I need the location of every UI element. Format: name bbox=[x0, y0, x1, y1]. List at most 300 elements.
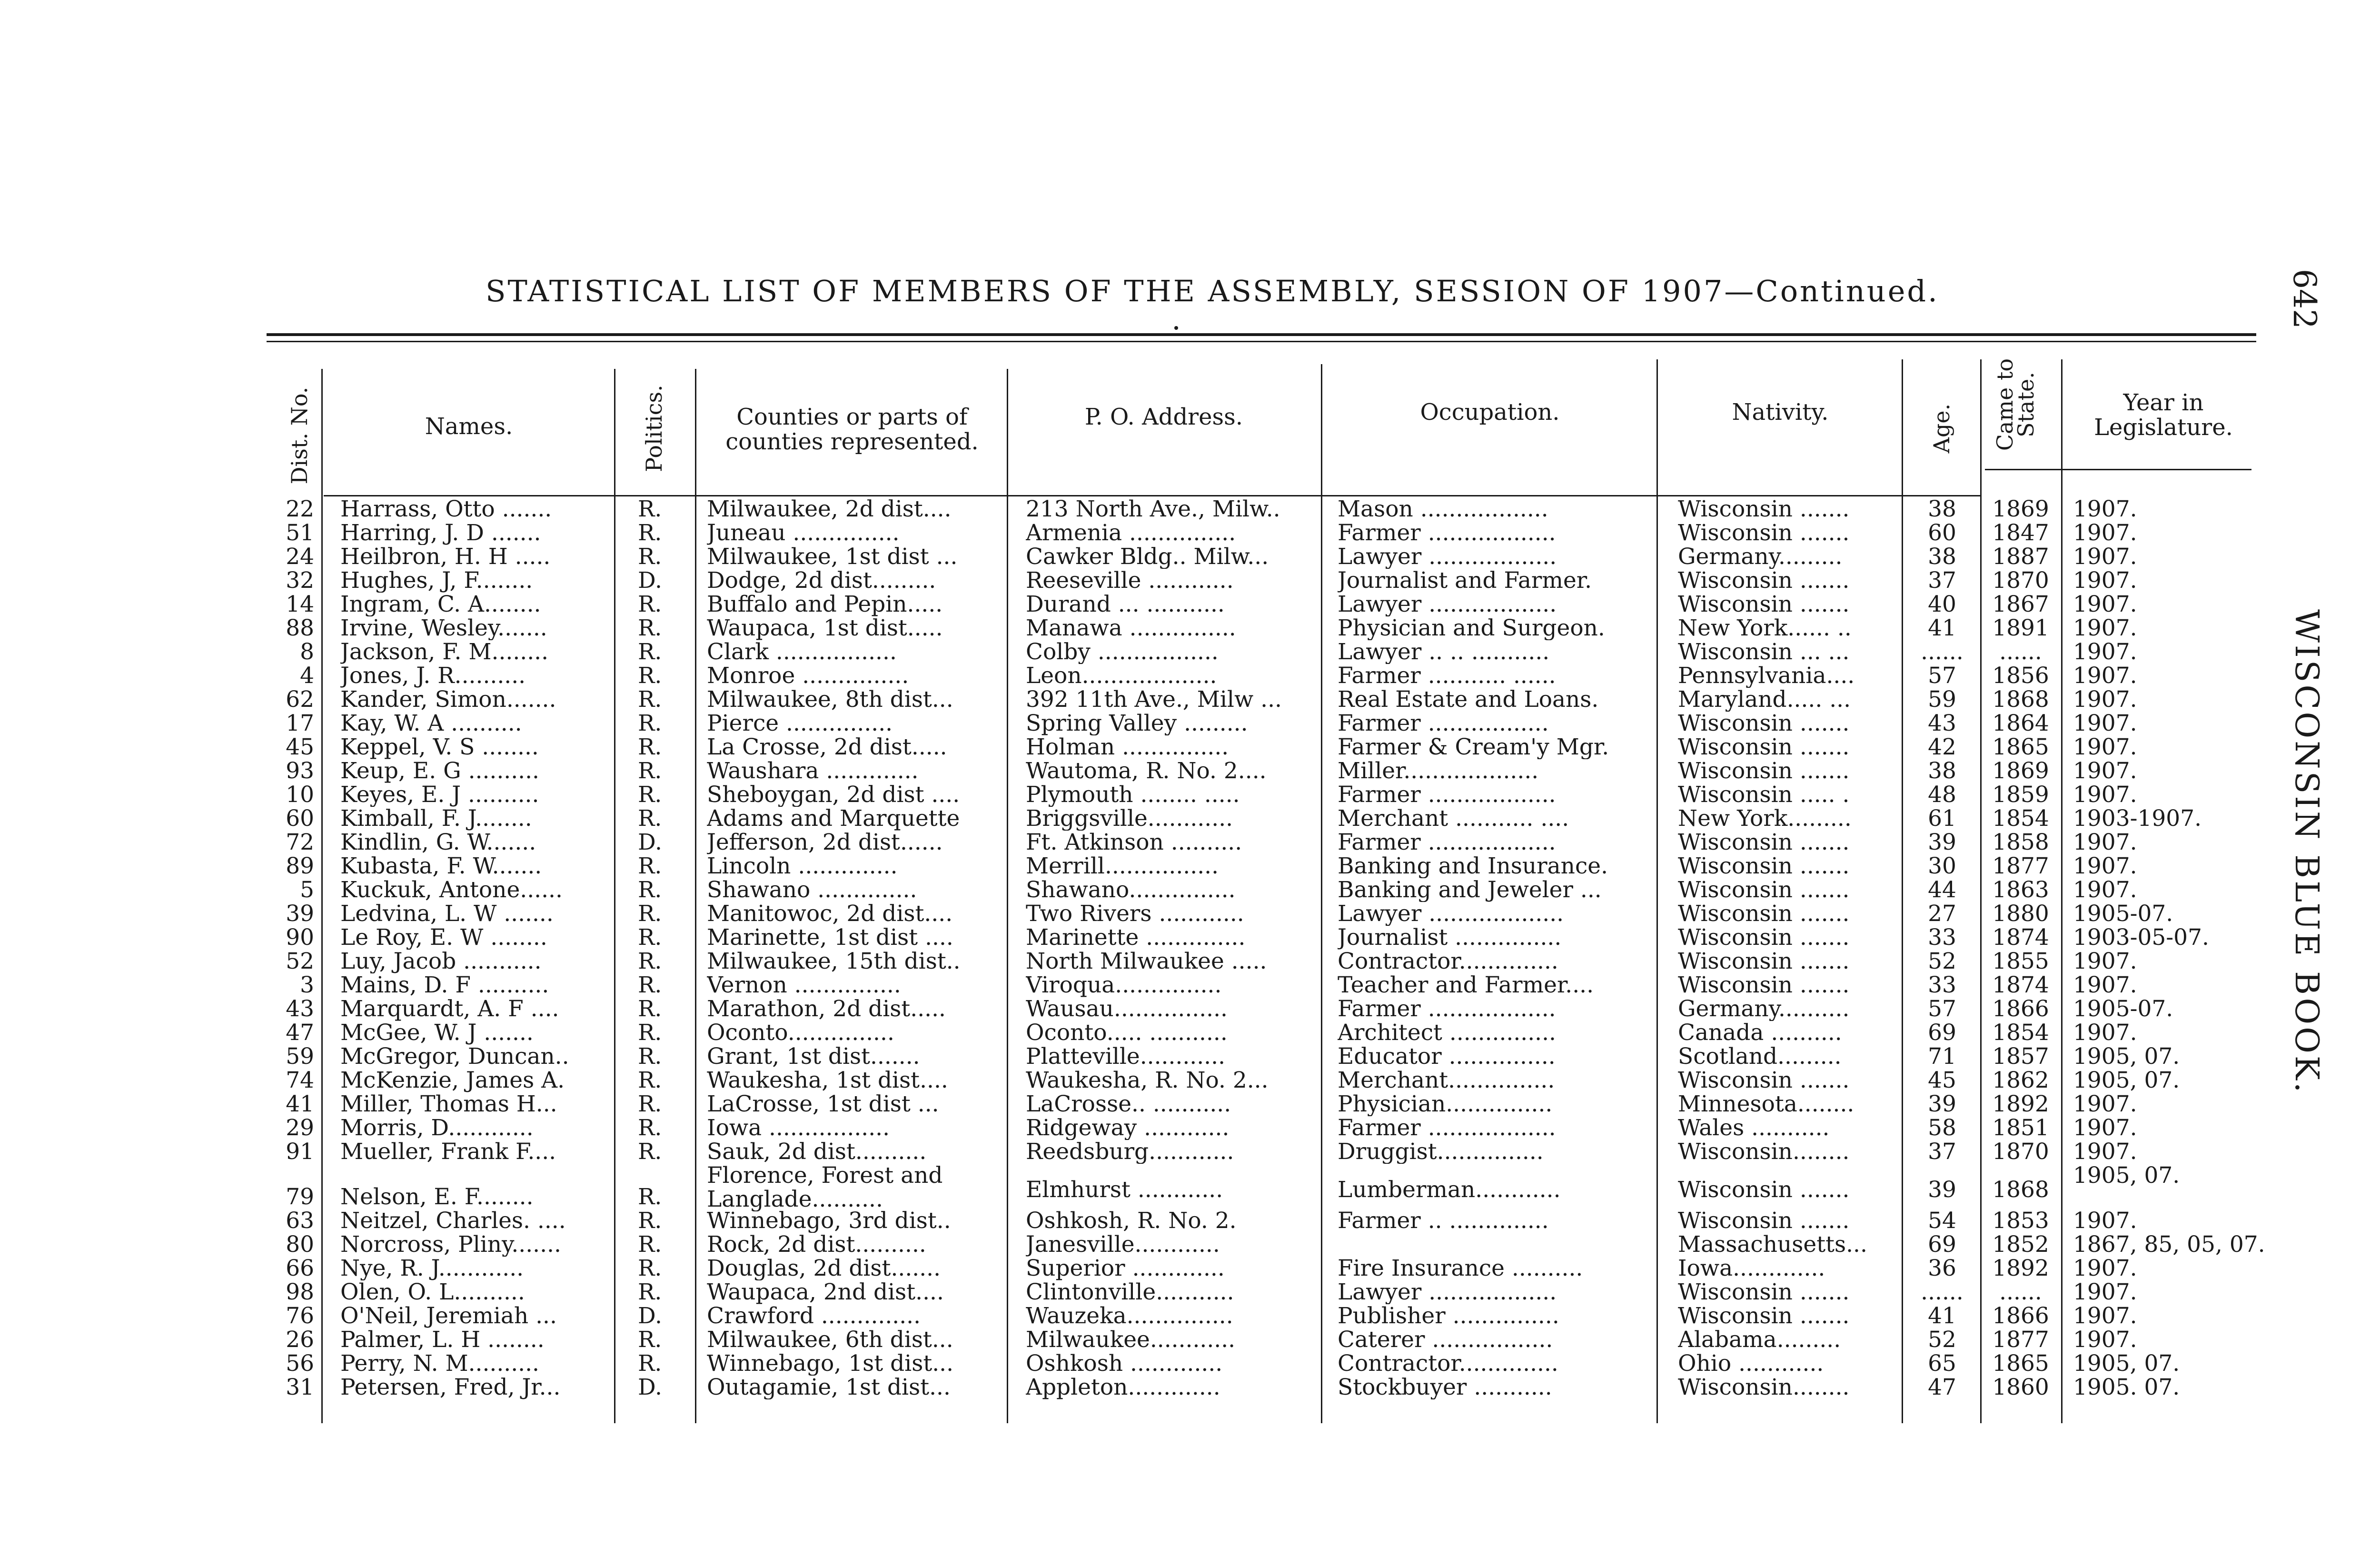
cell-politics: R. bbox=[638, 902, 662, 926]
cell-year-in-legislature: 1907. bbox=[2073, 831, 2137, 854]
cell-occupation: Publisher ............... bbox=[1338, 1304, 1559, 1328]
cell-occupation: Lawyer ................... bbox=[1338, 902, 1564, 926]
table-row bbox=[0, 1021, 2380, 1045]
cell-name: Hughes, J, F........ bbox=[340, 569, 533, 593]
cell-name: McKenzie, James A. bbox=[340, 1069, 565, 1092]
cell-age: 59 bbox=[1928, 688, 1956, 712]
cell-po-address: Briggsville............ bbox=[1026, 807, 1233, 831]
cell-occupation: Contractor.............. bbox=[1338, 950, 1558, 973]
cell-year-in-legislature: 1907. bbox=[2073, 664, 2137, 688]
header-occupation: Occupation. bbox=[1420, 399, 1560, 426]
table-row bbox=[0, 712, 2380, 735]
cell-year-in-legislature: 1907. bbox=[2073, 569, 2137, 593]
table-row bbox=[0, 1280, 2380, 1304]
cell-age: 42 bbox=[1928, 735, 1956, 759]
cell-po-address: Armenia ............... bbox=[1026, 521, 1236, 545]
cell-county: Jefferson, 2d dist...... bbox=[707, 831, 943, 854]
cell-year-in-legislature: 1907. bbox=[2073, 497, 2137, 521]
cell-dist-no: 98 bbox=[286, 1280, 314, 1304]
cell-occupation: Real Estate and Loans. bbox=[1338, 688, 1599, 712]
cell-name: Kuckuk, Antone...... bbox=[340, 878, 563, 902]
cell-nativity: New York...... .. bbox=[1678, 616, 1852, 640]
cell-name: Petersen, Fred, Jr... bbox=[340, 1376, 561, 1399]
cell-po-address: Two Rivers ............ bbox=[1026, 902, 1244, 926]
cell-age: 43 bbox=[1928, 712, 1956, 735]
cell-came-to-state: 1869 bbox=[1992, 497, 2049, 521]
table-row bbox=[0, 902, 2380, 926]
table-row bbox=[0, 664, 2380, 688]
cell-occupation: Farmer ........... ...... bbox=[1338, 664, 1556, 688]
members-table bbox=[0, 497, 2380, 1399]
cell-dist-no: 62 bbox=[286, 688, 314, 712]
cell-nativity: Wisconsin ....... bbox=[1678, 1304, 1850, 1328]
cell-age: 38 bbox=[1928, 759, 1956, 783]
cell-county: Waupaca, 2nd dist.... bbox=[707, 1280, 944, 1304]
cell-occupation: Farmer .................. bbox=[1338, 783, 1556, 807]
cell-county: Adams and Marquette bbox=[707, 807, 960, 831]
cell-name: Perry, N. M.......... bbox=[340, 1352, 539, 1376]
cell-county: Douglas, 2d dist....... bbox=[707, 1257, 941, 1280]
cell-county: Monroe ............... bbox=[707, 664, 909, 688]
cell-name: Keppel, V. S ........ bbox=[340, 735, 539, 759]
cell-age: 33 bbox=[1928, 973, 1956, 997]
ink-dot bbox=[1174, 326, 1178, 330]
cell-came-to-state: 1866 bbox=[1992, 997, 2049, 1021]
cell-po-address: Wausau................ bbox=[1026, 997, 1228, 1021]
cell-came-to-state: 1870 bbox=[1992, 1140, 2049, 1164]
table-row bbox=[0, 783, 2380, 807]
cell-came-to-state: 1877 bbox=[1992, 1328, 2049, 1352]
cell-nativity: Wisconsin ....... bbox=[1678, 831, 1850, 854]
cell-name: Keup, E. G .......... bbox=[340, 759, 539, 783]
cell-dist-no: 91 bbox=[286, 1140, 314, 1164]
cell-came-to-state: 1847 bbox=[1992, 521, 2049, 545]
cell-age: 30 bbox=[1928, 854, 1956, 878]
cell-nativity: Wisconsin ....... bbox=[1678, 497, 1850, 521]
cell-politics: R. bbox=[638, 1257, 662, 1280]
cell-year-in-legislature: 1907. bbox=[2073, 1092, 2137, 1116]
cell-came-to-state: 1868 bbox=[1992, 1178, 2049, 1202]
cell-county: Milwaukee, 6th dist... bbox=[707, 1328, 953, 1352]
cell-name: Ledvina, L. W ....... bbox=[340, 902, 554, 926]
cell-age: 69 bbox=[1928, 1021, 1956, 1045]
cell-age: 47 bbox=[1928, 1376, 1956, 1399]
cell-county: Waukesha, 1st dist.... bbox=[707, 1069, 948, 1092]
cell-politics: R. bbox=[638, 759, 662, 783]
header-dist-no: Dist. No. bbox=[287, 386, 312, 485]
header-names: Names. bbox=[425, 413, 513, 440]
cell-year-in-legislature: 1907. bbox=[2073, 878, 2137, 902]
cell-occupation: Journalist ............... bbox=[1338, 926, 1562, 950]
cell-po-address: Elmhurst ............ bbox=[1026, 1178, 1223, 1202]
cell-name: Kander, Simon....... bbox=[340, 688, 556, 712]
cell-occupation: Physician............... bbox=[1338, 1092, 1553, 1116]
cell-came-to-state: 1877 bbox=[1992, 854, 2049, 878]
cell-name: Keyes, E. J .......... bbox=[340, 783, 539, 807]
cell-year-in-legislature: 1903-05-07. bbox=[2073, 926, 2209, 950]
cell-dist-no: 60 bbox=[286, 807, 314, 831]
cell-nativity: New York......... bbox=[1678, 807, 1852, 831]
cell-came-to-state: 1860 bbox=[1992, 1376, 2049, 1399]
cell-po-address: Ft. Atkinson .......... bbox=[1026, 831, 1242, 854]
cell-politics: R. bbox=[638, 545, 662, 569]
cell-dist-no: 14 bbox=[286, 593, 314, 616]
cell-politics: D. bbox=[638, 1376, 662, 1399]
cell-age: 44 bbox=[1928, 878, 1956, 902]
cell-nativity: Germany.......... bbox=[1678, 997, 1850, 1021]
cell-nativity: Wisconsin ....... bbox=[1678, 521, 1850, 545]
cell-year-in-legislature: 1907. bbox=[2073, 1140, 2137, 1164]
rule-header-bottom bbox=[324, 495, 1980, 496]
table-row bbox=[0, 1069, 2380, 1092]
cell-occupation: Farmer ................. bbox=[1338, 712, 1549, 735]
cell-nativity: Ohio ............ bbox=[1678, 1352, 1824, 1376]
cell-county: Sauk, 2d dist.......... bbox=[707, 1140, 927, 1164]
cell-occupation: Banking and Jeweler ... bbox=[1338, 878, 1602, 902]
cell-county: Milwaukee, 1st dist ... bbox=[707, 545, 958, 569]
cell-po-address: Platteville............ bbox=[1026, 1045, 1226, 1069]
cell-county: Lincoln .............. bbox=[707, 854, 898, 878]
cell-name: Kindlin, G. W....... bbox=[340, 831, 536, 854]
cell-age: 37 bbox=[1928, 569, 1956, 593]
cell-name: Harrass, Otto ....... bbox=[340, 497, 552, 521]
cell-came-to-state: 1869 bbox=[1992, 759, 2049, 783]
cell-occupation: Lawyer .................. bbox=[1338, 593, 1557, 616]
cell-po-address: LaCrosse.. ........... bbox=[1026, 1092, 1231, 1116]
cell-po-address: Merrill................ bbox=[1026, 854, 1219, 878]
cell-name: Nelson, E. F........ bbox=[340, 1185, 534, 1209]
cell-age: 57 bbox=[1928, 664, 1956, 688]
cell-county: Marinette, 1st dist .... bbox=[707, 926, 953, 950]
cell-age: 27 bbox=[1928, 902, 1956, 926]
cell-year-in-legislature: 1907. bbox=[2073, 1280, 2137, 1304]
cell-came-to-state: 1892 bbox=[1992, 1257, 2049, 1280]
table-row bbox=[0, 973, 2380, 997]
cell-po-address: Colby ................. bbox=[1026, 640, 1219, 664]
cell-politics: R. bbox=[638, 688, 662, 712]
cell-po-address: Leon................... bbox=[1026, 664, 1217, 688]
cell-po-address: Appleton............. bbox=[1026, 1376, 1220, 1399]
cell-politics: R. bbox=[638, 1092, 662, 1116]
cell-year-in-legislature: 1905, 07. bbox=[2073, 1069, 2180, 1092]
cell-name: Kay, W. A .......... bbox=[340, 712, 522, 735]
cell-county: Milwaukee, 2d dist.... bbox=[707, 497, 952, 521]
table-row bbox=[0, 950, 2380, 973]
cell-name: Neitzel, Charles. .... bbox=[340, 1209, 566, 1233]
cell-dist-no: 56 bbox=[286, 1352, 314, 1376]
cell-name: Olen, O. L.......... bbox=[340, 1280, 525, 1304]
cell-year-in-legislature: 1905, 07. bbox=[2073, 1352, 2180, 1376]
table-row bbox=[0, 1092, 2380, 1116]
cell-po-address: Milwaukee............ bbox=[1026, 1328, 1236, 1352]
cell-county: Clark ................. bbox=[707, 640, 897, 664]
cell-age: 69 bbox=[1928, 1233, 1956, 1257]
cell-came-to-state: 1887 bbox=[1992, 545, 2049, 569]
cell-came-to-state: 1858 bbox=[1992, 831, 2049, 854]
cell-nativity: Wisconsin........ bbox=[1678, 1376, 1850, 1399]
cell-nativity: Alabama......... bbox=[1678, 1328, 1841, 1352]
cell-age: 38 bbox=[1928, 545, 1956, 569]
cell-nativity: Wisconsin ....... bbox=[1678, 1069, 1850, 1092]
cell-occupation: Lawyer .................. bbox=[1338, 1280, 1557, 1304]
cell-politics: R. bbox=[638, 1140, 662, 1164]
cell-age: 38 bbox=[1928, 497, 1956, 521]
table-row bbox=[0, 1376, 2380, 1399]
cell-politics: R. bbox=[638, 1045, 662, 1069]
cell-came-to-state: 1857 bbox=[1992, 1045, 2049, 1069]
cell-year-in-legislature: 1907. bbox=[2073, 735, 2137, 759]
page-number: 642 bbox=[2286, 269, 2323, 329]
table-row bbox=[0, 997, 2380, 1021]
cell-politics: R. bbox=[638, 616, 662, 640]
cell-year-in-legislature: 1905-07. bbox=[2073, 997, 2173, 1021]
cell-came-to-state: 1852 bbox=[1992, 1233, 2049, 1257]
cell-age: 61 bbox=[1928, 807, 1956, 831]
cell-year-in-legislature: 1907. bbox=[2073, 616, 2137, 640]
table-row bbox=[0, 1233, 2380, 1257]
cell-year-in-legislature: 1907. bbox=[2073, 854, 2137, 878]
cell-po-address: Manawa ............... bbox=[1026, 616, 1236, 640]
table-row bbox=[0, 1257, 2380, 1280]
cell-county: Iowa ................. bbox=[707, 1116, 890, 1140]
cell-name: Miller, Thomas H... bbox=[340, 1092, 557, 1116]
cell-came-to-state: 1874 bbox=[1992, 973, 2049, 997]
cell-dist-no: 90 bbox=[286, 926, 314, 950]
cell-politics: R. bbox=[638, 783, 662, 807]
table-row bbox=[0, 1328, 2380, 1352]
book-title: WISCONSIN BLUE BOOK. bbox=[2288, 609, 2325, 1095]
cell-occupation: Druggist............... bbox=[1338, 1140, 1544, 1164]
cell-nativity: Iowa............. bbox=[1678, 1257, 1825, 1280]
cell-occupation: Teacher and Farmer.... bbox=[1338, 973, 1594, 997]
cell-dist-no: 5 bbox=[300, 878, 314, 902]
cell-dist-no: 47 bbox=[286, 1021, 314, 1045]
table-row bbox=[0, 688, 2380, 712]
cell-name: McGee, W. J ....... bbox=[340, 1021, 534, 1045]
cell-year-in-legislature: 1907. bbox=[2073, 712, 2137, 735]
cell-name: Jones, J. R.......... bbox=[340, 664, 526, 688]
cell-dist-no: 24 bbox=[286, 545, 314, 569]
cell-came-to-state: 1880 bbox=[1992, 902, 2049, 926]
cell-came-to-state: 1866 bbox=[1992, 1304, 2049, 1328]
cell-came-to-state: 1891 bbox=[1992, 616, 2049, 640]
header-age: Age. bbox=[1929, 403, 1954, 454]
cell-politics: R. bbox=[638, 950, 662, 973]
header-counties: Counties or parts of counties represented. bbox=[725, 404, 979, 455]
cell-nativity: Massachusetts... bbox=[1678, 1233, 1867, 1257]
cell-year-in-legislature: 1907. bbox=[2073, 950, 2137, 973]
header-nativity: Nativity. bbox=[1732, 399, 1829, 426]
cell-nativity: Wisconsin ....... bbox=[1678, 878, 1850, 902]
cell-dist-no: 52 bbox=[286, 950, 314, 973]
cell-age: 52 bbox=[1928, 1328, 1956, 1352]
table-row bbox=[0, 854, 2380, 878]
cell-came-to-state: 1865 bbox=[1992, 1352, 2049, 1376]
cell-occupation: Lawyer .................. bbox=[1338, 545, 1557, 569]
cell-nativity: Wisconsin ....... bbox=[1678, 1178, 1850, 1202]
cell-county: Crawford .............. bbox=[707, 1304, 921, 1328]
cell-county: Vernon ............... bbox=[707, 973, 901, 997]
cell-name: Le Roy, E. W ........ bbox=[340, 926, 547, 950]
cell-politics: R. bbox=[638, 640, 662, 664]
cell-age: 45 bbox=[1928, 1069, 1956, 1092]
cell-politics: R. bbox=[638, 712, 662, 735]
rule-top-inner bbox=[267, 341, 2256, 342]
cell-occupation: Farmer .................. bbox=[1338, 831, 1556, 854]
cell-year-in-legislature: 1907. bbox=[2073, 1328, 2137, 1352]
cell-po-address: Janesville............ bbox=[1026, 1233, 1220, 1257]
cell-dist-no: 26 bbox=[286, 1328, 314, 1352]
cell-politics: R. bbox=[638, 1352, 662, 1376]
cell-name: Harring, J. D ....... bbox=[340, 521, 541, 545]
cell-dist-no: 4 bbox=[300, 664, 314, 688]
cell-politics: D. bbox=[638, 831, 662, 854]
cell-age: 41 bbox=[1928, 1304, 1956, 1328]
cell-age: 41 bbox=[1928, 616, 1956, 640]
cell-occupation: Architect ............... bbox=[1338, 1021, 1556, 1045]
cell-po-address: Waukesha, R. No. 2... bbox=[1026, 1069, 1269, 1092]
table-row bbox=[0, 1045, 2380, 1069]
cell-came-to-state: 1862 bbox=[1992, 1069, 2049, 1092]
cell-occupation: Lumberman............ bbox=[1338, 1178, 1561, 1202]
cell-year-in-legislature: 1905, 07. bbox=[2073, 1045, 2180, 1069]
cell-nativity: Wales ........... bbox=[1678, 1116, 1830, 1140]
cell-year-in-legislature: 1907. bbox=[2073, 593, 2137, 616]
cell-county: Milwaukee, 15th dist.. bbox=[707, 950, 961, 973]
table-row bbox=[0, 735, 2380, 759]
cell-nativity: Wisconsin ....... bbox=[1678, 569, 1850, 593]
cell-nativity: Pennsylvania.... bbox=[1678, 664, 1855, 688]
cell-name: Jackson, F. M........ bbox=[340, 640, 549, 664]
table-row bbox=[0, 926, 2380, 950]
cell-dist-no: 8 bbox=[300, 640, 314, 664]
cell-name: Irvine, Wesley....... bbox=[340, 616, 547, 640]
cell-came-to-state: 1867 bbox=[1992, 593, 2049, 616]
cell-occupation: Banking and Insurance. bbox=[1338, 854, 1608, 878]
cell-nativity: Wisconsin ....... bbox=[1678, 950, 1850, 973]
cell-nativity: Wisconsin ....... bbox=[1678, 902, 1850, 926]
cell-politics: R. bbox=[638, 926, 662, 950]
cell-county: Outagamie, 1st dist... bbox=[707, 1376, 951, 1399]
cell-politics: R. bbox=[638, 735, 662, 759]
cell-dist-no: 51 bbox=[286, 521, 314, 545]
cell-nativity: Wisconsin ....... bbox=[1678, 759, 1850, 783]
cell-politics: R. bbox=[638, 878, 662, 902]
table-row bbox=[0, 807, 2380, 831]
cell-dist-no: 89 bbox=[286, 854, 314, 878]
cell-politics: R. bbox=[638, 1233, 662, 1257]
cell-year-in-legislature: 1907. bbox=[2073, 640, 2137, 664]
cell-dist-no: 63 bbox=[286, 1209, 314, 1233]
table-row bbox=[0, 1164, 2380, 1209]
cell-county: Winnebago, 1st dist... bbox=[707, 1352, 954, 1376]
cell-name: Mains, D. F .......... bbox=[340, 973, 549, 997]
cell-came-to-state: 1856 bbox=[1992, 664, 2049, 688]
cell-age: 52 bbox=[1928, 950, 1956, 973]
cell-year-in-legislature: 1907. bbox=[2073, 521, 2137, 545]
cell-po-address: 213 North Ave., Milw.. bbox=[1026, 497, 1280, 521]
cell-came-to-state: 1864 bbox=[1992, 712, 2049, 735]
cell-age: 37 bbox=[1928, 1140, 1956, 1164]
cell-nativity: Maryland..... ... bbox=[1678, 688, 1851, 712]
cell-occupation: Journalist and Farmer. bbox=[1338, 569, 1592, 593]
cell-dist-no: 66 bbox=[286, 1257, 314, 1280]
cell-came-to-state: 1868 bbox=[1992, 688, 2049, 712]
cell-dist-no: 17 bbox=[286, 712, 314, 735]
cell-name: Palmer, L. H ........ bbox=[340, 1328, 545, 1352]
cell-po-address: Clintonville........... bbox=[1026, 1280, 1234, 1304]
cell-dist-no: 3 bbox=[300, 973, 314, 997]
table-row bbox=[0, 1116, 2380, 1140]
cell-nativity: Wisconsin ....... bbox=[1678, 593, 1850, 616]
cell-county: Pierce ............... bbox=[707, 712, 893, 735]
cell-dist-no: 43 bbox=[286, 997, 314, 1021]
cell-county: Buffalo and Pepin..... bbox=[707, 593, 943, 616]
cell-po-address: Spring Valley ......... bbox=[1026, 712, 1248, 735]
cell-politics: R. bbox=[638, 973, 662, 997]
cell-year-in-legislature: 1905-07. bbox=[2073, 902, 2173, 926]
cell-nativity: Canada .......... bbox=[1678, 1021, 1842, 1045]
cell-year-in-legislature: 1867, 85, 05, 07. bbox=[2073, 1233, 2265, 1257]
table-row bbox=[0, 593, 2380, 616]
cell-politics: R. bbox=[638, 497, 662, 521]
cell-county: Winnebago, 3rd dist.. bbox=[707, 1209, 951, 1233]
cell-nativity: Wisconsin ....... bbox=[1678, 926, 1850, 950]
cell-came-to-state: 1863 bbox=[1992, 878, 2049, 902]
cell-po-address: North Milwaukee ..... bbox=[1026, 950, 1267, 973]
cell-came-to-state: 1854 bbox=[1992, 1021, 2049, 1045]
table-row bbox=[0, 1209, 2380, 1233]
table-row bbox=[0, 1352, 2380, 1376]
cell-occupation: Miller................... bbox=[1338, 759, 1539, 783]
cell-year-in-legislature: 1907. bbox=[2073, 1116, 2137, 1140]
cell-occupation: Fire Insurance .......... bbox=[1338, 1257, 1583, 1280]
cell-po-address: Oconto..... ........... bbox=[1026, 1021, 1228, 1045]
table-row bbox=[0, 1304, 2380, 1328]
cell-nativity: Germany......... bbox=[1678, 545, 1843, 569]
cell-nativity: Wisconsin ....... bbox=[1678, 735, 1850, 759]
cell-dist-no: 45 bbox=[286, 735, 314, 759]
cell-dist-no: 32 bbox=[286, 569, 314, 593]
cell-came-to-state: 1859 bbox=[1992, 783, 2049, 807]
table-row bbox=[0, 1140, 2380, 1164]
cell-dist-no: 74 bbox=[286, 1069, 314, 1092]
cell-came-to-state: 1853 bbox=[1992, 1209, 2049, 1233]
cell-year-in-legislature: 1905. 07. bbox=[2073, 1376, 2180, 1399]
table-row bbox=[0, 616, 2380, 640]
cell-po-address: Superior ............. bbox=[1026, 1257, 1225, 1280]
cell-dist-no: 76 bbox=[286, 1304, 314, 1328]
cell-po-address: Wauzeka............... bbox=[1026, 1304, 1233, 1328]
cell-po-address: Marinette .............. bbox=[1026, 926, 1246, 950]
cell-year-in-legislature: 1907. bbox=[2073, 1257, 2137, 1280]
cell-nativity: Wisconsin ....... bbox=[1678, 973, 1850, 997]
cell-politics: R. bbox=[638, 593, 662, 616]
cell-year-in-legislature: 1903-1907. bbox=[2073, 807, 2202, 831]
cell-age: 33 bbox=[1928, 926, 1956, 950]
cell-occupation: Physician and Surgeon. bbox=[1338, 616, 1605, 640]
cell-name: Kubasta, F. W....... bbox=[340, 854, 542, 878]
cell-occupation: Mason .................. bbox=[1338, 497, 1548, 521]
cell-county: Manitowoc, 2d dist.... bbox=[707, 902, 953, 926]
cell-age: 48 bbox=[1928, 783, 1956, 807]
table-row bbox=[0, 759, 2380, 783]
cell-occupation: Merchant............... bbox=[1338, 1069, 1555, 1092]
cell-county: Waushara ............. bbox=[707, 759, 919, 783]
cell-name: Ingram, C. A........ bbox=[340, 593, 541, 616]
cell-dist-no: 10 bbox=[286, 783, 314, 807]
table-row bbox=[0, 569, 2380, 593]
